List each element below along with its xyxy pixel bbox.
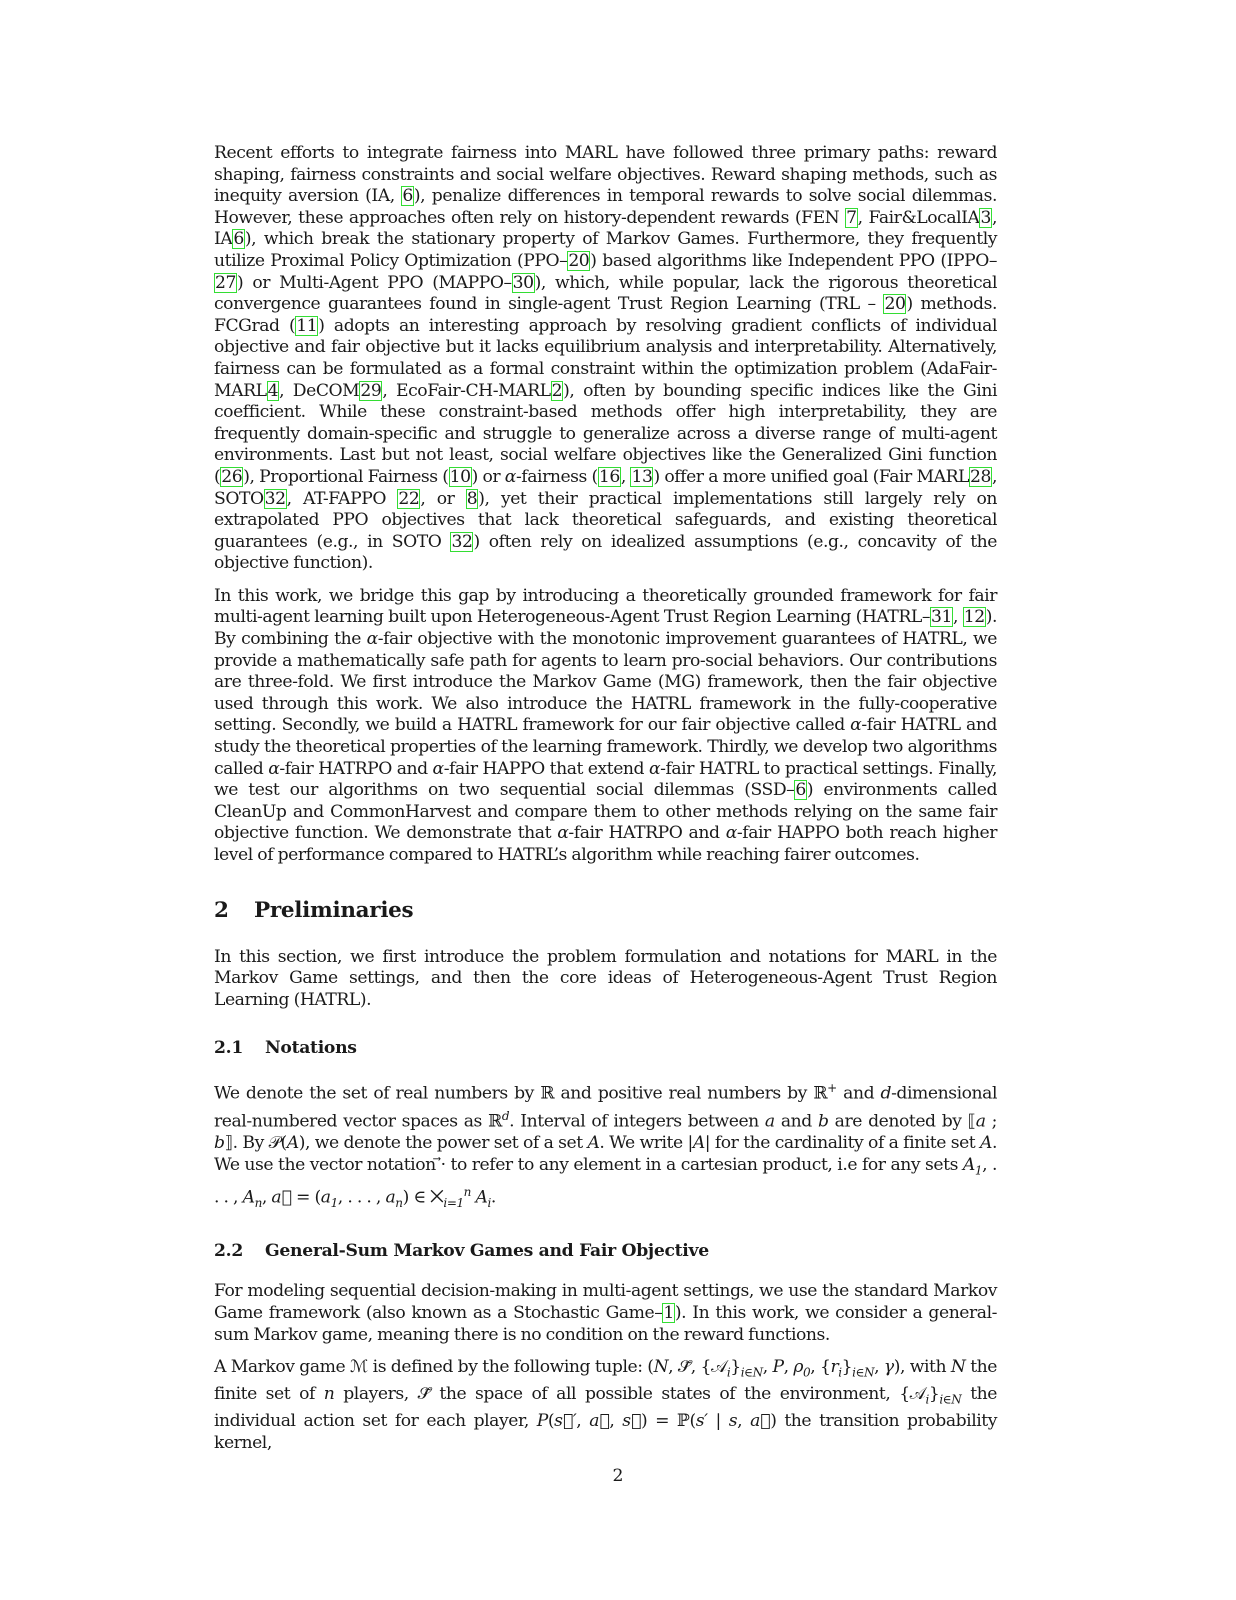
math-symbol: A	[587, 1133, 600, 1154]
math-superscript: d	[501, 1108, 510, 1123]
citation-link[interactable]: 6	[795, 780, 806, 801]
math-symbol: s	[728, 1411, 738, 1432]
math-symbol: A	[980, 1133, 992, 1154]
math-symbol: A	[962, 1154, 975, 1175]
citation-link[interactable]: 16	[598, 466, 620, 487]
math-symbol: α	[504, 466, 516, 487]
citation-link[interactable]: 20	[884, 294, 906, 315]
citation-link[interactable]: 13	[631, 466, 653, 487]
citation-link[interactable]: 28	[970, 466, 992, 487]
math-symbol: r	[830, 1357, 839, 1378]
citation-link[interactable]: 3	[980, 207, 991, 228]
math-subscript: n	[254, 1195, 262, 1210]
math-symbol: a⃗	[750, 1411, 771, 1432]
math-symbol: A	[475, 1187, 488, 1208]
math-superscript: n	[463, 1184, 471, 1199]
math-symbol: α	[850, 715, 862, 736]
math-symbol: a	[385, 1187, 396, 1208]
math-subscript: i∈N	[939, 1392, 962, 1407]
math-subscript: 1	[974, 1163, 983, 1178]
section-heading-preliminaries	[214, 898, 997, 923]
math-symbol: a	[320, 1187, 331, 1208]
page-body	[214, 143, 997, 1454]
citation-link[interactable]: 11	[296, 315, 318, 336]
math-symbol: α	[725, 823, 737, 844]
citation-link[interactable]: 31	[931, 607, 953, 628]
math-symbol: N	[950, 1357, 966, 1378]
math-symbol: A	[242, 1187, 255, 1208]
math-symbol: A	[286, 1133, 299, 1154]
math-symbol: b	[214, 1133, 225, 1154]
math-subscript: 1	[330, 1195, 338, 1210]
subsection-title: General-Sum Markov Games and Fair Objective	[265, 1241, 709, 1262]
math-subscript: i	[838, 1365, 842, 1380]
math-symbol: α	[366, 629, 378, 650]
section-number: 2	[214, 897, 229, 923]
subsection-heading-markov-games	[214, 1241, 997, 1261]
citation-link[interactable]: 6	[402, 186, 413, 207]
math-subscript: 0	[803, 1365, 811, 1380]
math-symbol: α	[557, 823, 569, 844]
subsection-number: 2.1	[214, 1038, 244, 1059]
math-symbol: γ	[883, 1357, 894, 1378]
math-symbol: n	[323, 1384, 335, 1405]
section-title: Preliminaries	[254, 897, 414, 923]
math-symbol: s′	[695, 1411, 708, 1432]
math-symbol: P	[772, 1357, 784, 1378]
subsection-title: Notations	[265, 1038, 357, 1059]
paragraph-markov-game-intro: For modeling sequential decision-making in multi-agent settings, we use the standard Markov Game framework (also known as a Stochastic Game–1). In this work, we consider a general-sum Markov game, meaning there is no condition on the reward functions.	[214, 1281, 997, 1345]
citation-link[interactable]: 4	[267, 380, 279, 401]
citation-link[interactable]: 20	[568, 250, 590, 271]
math-subscript: i∈N	[740, 1365, 763, 1380]
math-symbol: P	[536, 1411, 548, 1432]
math-symbol: s⃗	[622, 1411, 641, 1432]
citation-link[interactable]: 26	[221, 466, 243, 487]
citation-link[interactable]: 8	[466, 488, 478, 509]
math-subscript: n	[395, 1195, 403, 1210]
paragraph-intro-related-work: Recent efforts to integrate fairness into MARL have followed three primary paths: reward shaping, fairness constraints and social welfare objectives. Reward shaping methods, such as inequity aversion (IA, 6), penalize differences in temporal rewards to solve social dilemmas. However, these approaches often rely on history-dependent rewards (FEN 7, Fair&LocalIA3, IA6), which break the stationary property of Markov Games. Furthermore, they frequently utilize Proximal Policy Optimization (PPO–20) based algorithms like Independent PPO (IPPO–27) or Multi-Agent PPO (MAPPO–30), which, while popular, lack the rigorous theoretical convergence guarantees found in single-agent Trust Region Learning (TRL – 20) methods. FCGrad (11) adopts an interesting approach by resolving gradient conflicts of individual objective and fair objective but it lacks equilibrium analysis and interpretability. Alternatively, fairness can be formulated as a formal constraint within the optimization problem (AdaFair-MARL4, DeCOM29, EcoFair-CH-MARL2), often by bounding specific indices like the Gini coefficient. While these constraint-based methods offer high interpretability, they are frequently domain-specific and struggle to generalize across a diverse range of multi-agent environments. Last but not least, social welfare objectives like the Generalized Gini function (26), Proportional Fairness (10) or α-fairness (16, 13) offer a more unified goal (Fair MARL28, SOTO32, AT-FAPPO 22, or 8), yet their practical implementations still largely rely on extrapolated PPO objectives that lack theoretical safeguards, and existing theoretical guarantees (e.g., in SOTO 32) often rely on idealized assumptions (e.g., concavity of the objective function).	[214, 143, 998, 574]
citation-link[interactable]: 32	[264, 488, 286, 509]
citation-link[interactable]: 12	[963, 607, 985, 628]
citation-link[interactable]: 7	[846, 207, 857, 228]
math-symbol: A	[692, 1133, 705, 1154]
math-symbol: a⃗	[271, 1187, 292, 1208]
page-number: 2	[612, 1466, 624, 1486]
subsection-number: 2.2	[214, 1241, 244, 1262]
math-symbol: a⃗	[589, 1411, 610, 1432]
paragraph-section-intro: In this section, we first introduce the problem formulation and notations for MARL in the Markov Game settings, and then the core ideas of Heterogeneous-Agent Trust Region Learning (HATRL).	[214, 946, 997, 1010]
math-symbol: a	[764, 1111, 775, 1132]
math-symbol: N	[653, 1357, 669, 1378]
math-symbol: α	[268, 758, 280, 779]
math-subscript: i=1	[443, 1195, 464, 1210]
citation-link[interactable]: 6	[233, 229, 244, 250]
math-symbol: d	[880, 1084, 892, 1105]
math-symbol: a	[975, 1111, 986, 1132]
citation-link[interactable]: 1	[663, 1303, 674, 1324]
math-symbol: s⃗′	[554, 1411, 577, 1432]
math-symbol: α	[648, 758, 661, 779]
math-subscript: i	[726, 1365, 731, 1380]
math-symbol: b	[817, 1111, 829, 1132]
citation-link[interactable]: 22	[398, 488, 420, 509]
paragraph-markov-game-definition: A Markov game ℳ is defined by the following tuple: (N, 𝒮̃, $\{𝒜_i\}_{i\in N}$, P, $\rho_0$, $\{r_i\}_{i\in N}$, γ), with N the finite set of n players, 𝒮̃ the space of all possible states of the environment, $\{𝒜_i\}_{i\in N}$ the individual action set for each player, P(s⃗′, a⃗, s⃗) = ℙ(s′ | s, a⃗) the transition probability kernel,	[214, 1357, 998, 1453]
subsection-heading-notations	[214, 1038, 997, 1058]
math-subscript: i	[487, 1195, 491, 1210]
citation-link[interactable]: 27	[215, 272, 236, 293]
paragraph-contributions: In this work, we bridge this gap by introducing a theoretically grounded framework for fair multi-agent learning built upon Heterogeneous-Agent Trust Region Learning (HATRL–31, 12). By combining the α-fair objective with the monotonic improvement guarantees of HATRL, we provide a mathematically safe path for agents to learn pro-social behaviors. Our contributions are three-fold. We first introduce the Markov Game (MG) framework, then the fair objective used through this work. We also introduce the HATRL framework in the fully-cooperative setting. Secondly, we build a HATRL framework for our fair objective called α-fair HATRL and study the theoretical properties of the learning framework. Thirdly, we develop two algorithms called α-fair HATRPO and α-fair HAPPO that extend α-fair HATRL to practical settings. Finally, we test our algorithms on two sequential social dilemmas (SSD–6) environments called CleanUp and CommonHarvest and compare them to other methods relying on the same fair objective function. We demonstrate that α-fair HATRPO and α-fair HAPPO both reach higher level of performance compared to HATRL’s algorithm while reaching fairer outcomes.	[214, 585, 998, 865]
math-symbol: ρ	[793, 1357, 804, 1378]
math-superscript: +	[827, 1081, 837, 1096]
citation-link[interactable]: 29	[360, 380, 382, 401]
citation-link[interactable]: 2	[551, 380, 563, 401]
citation-link[interactable]: 10	[449, 466, 471, 487]
math-subscript: i	[925, 1392, 929, 1407]
math-symbol: α	[432, 758, 444, 779]
citation-link[interactable]: 32	[451, 531, 473, 552]
citation-link[interactable]: 30	[512, 272, 534, 293]
paragraph-notations: We denote the set of real numbers by ℝ and positive real numbers by ℝ+ and d-dimensional real-numbered vector spaces as ℝ$^d$. Interval of integers between a and b are denoted by ⟦a ; b⟧. By 𝒫(A), we denote the power set of a set A. We write |A| for the cardinality of a finite set A. We use the vector notation ⃗· to refer to any element in a cartesian product, i.e for any sets $A_1$, . . . , $A_n$, a⃗ = ($a_1$, . . . , $a_n$) ∈ $⨉_{i=1}^n$ $A_i$.	[214, 1081, 998, 1210]
math-subscript: i∈N	[852, 1365, 875, 1380]
